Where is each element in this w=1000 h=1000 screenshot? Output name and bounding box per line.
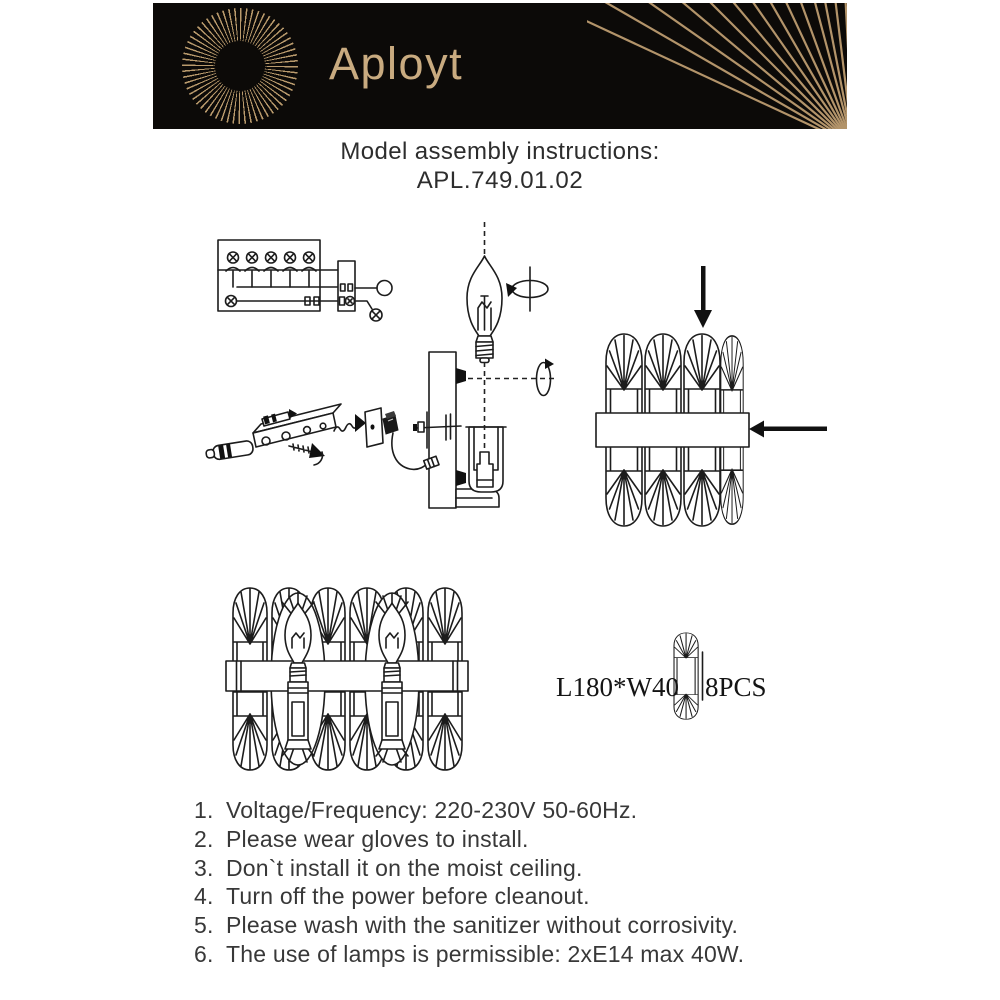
rotate-horizontal-arrow-icon (537, 359, 555, 396)
instructions-list (194, 796, 854, 969)
page-title: Model assembly instructions: (340, 138, 660, 165)
instruction-item (194, 796, 854, 825)
instruction-number: 3. (194, 854, 214, 881)
fixture-front-view-diagram (222, 580, 474, 778)
instruction-item (194, 940, 854, 969)
instruction-text: Please wear gloves to install. (226, 825, 529, 852)
rotate-vertical-arrow-icon (506, 267, 548, 311)
title-block (150, 137, 850, 195)
rays-decoration-icon (587, 3, 847, 129)
mounting-bracket-exploded-view (205, 404, 461, 469)
sunburst-logo-icon (182, 8, 298, 124)
fixture-band-front (226, 661, 468, 691)
instruction-number: 6. (194, 940, 214, 967)
instruction-number: 2. (194, 825, 214, 852)
instruction-text: Turn off the power before cleanout. (226, 883, 590, 910)
instruction-item (194, 825, 854, 854)
model-number: APL.749.01.02 (416, 167, 584, 194)
crystal-size-label: L180*W40 (556, 672, 679, 702)
socket-cup-drawing (466, 362, 506, 492)
instruction-text: The use of lamps is permissible: 2xE14 max 40W. (226, 940, 745, 967)
crystal-quantity-label: 8PCS (705, 672, 767, 702)
candle-bulb-icon (467, 256, 502, 363)
brand-logo-text: Aployt (329, 38, 464, 89)
down-arrow-icon (694, 266, 712, 328)
sunburst-fade (182, 8, 298, 124)
instruction-item (194, 911, 854, 940)
instruction-number: 1. (194, 797, 214, 823)
instruction-text: Please wash with the sanitizer without corrosivity. (226, 912, 739, 939)
bulb-and-mount-assembly-diagram (195, 213, 565, 513)
instruction-item (194, 882, 854, 911)
instruction-text: Voltage/Frequency: 220-230V 50-60Hz. (226, 797, 638, 823)
instruction-number: 5. (194, 912, 214, 939)
instruction-text: Don`t install it on the moist ceiling. (226, 854, 583, 881)
fixture-band-side (596, 413, 749, 447)
instruction-item (194, 854, 854, 883)
left-arrow-icon (749, 421, 827, 438)
header-banner (153, 3, 847, 129)
instruction-number: 4. (194, 883, 214, 910)
fixture-side-view-diagram (590, 258, 838, 534)
